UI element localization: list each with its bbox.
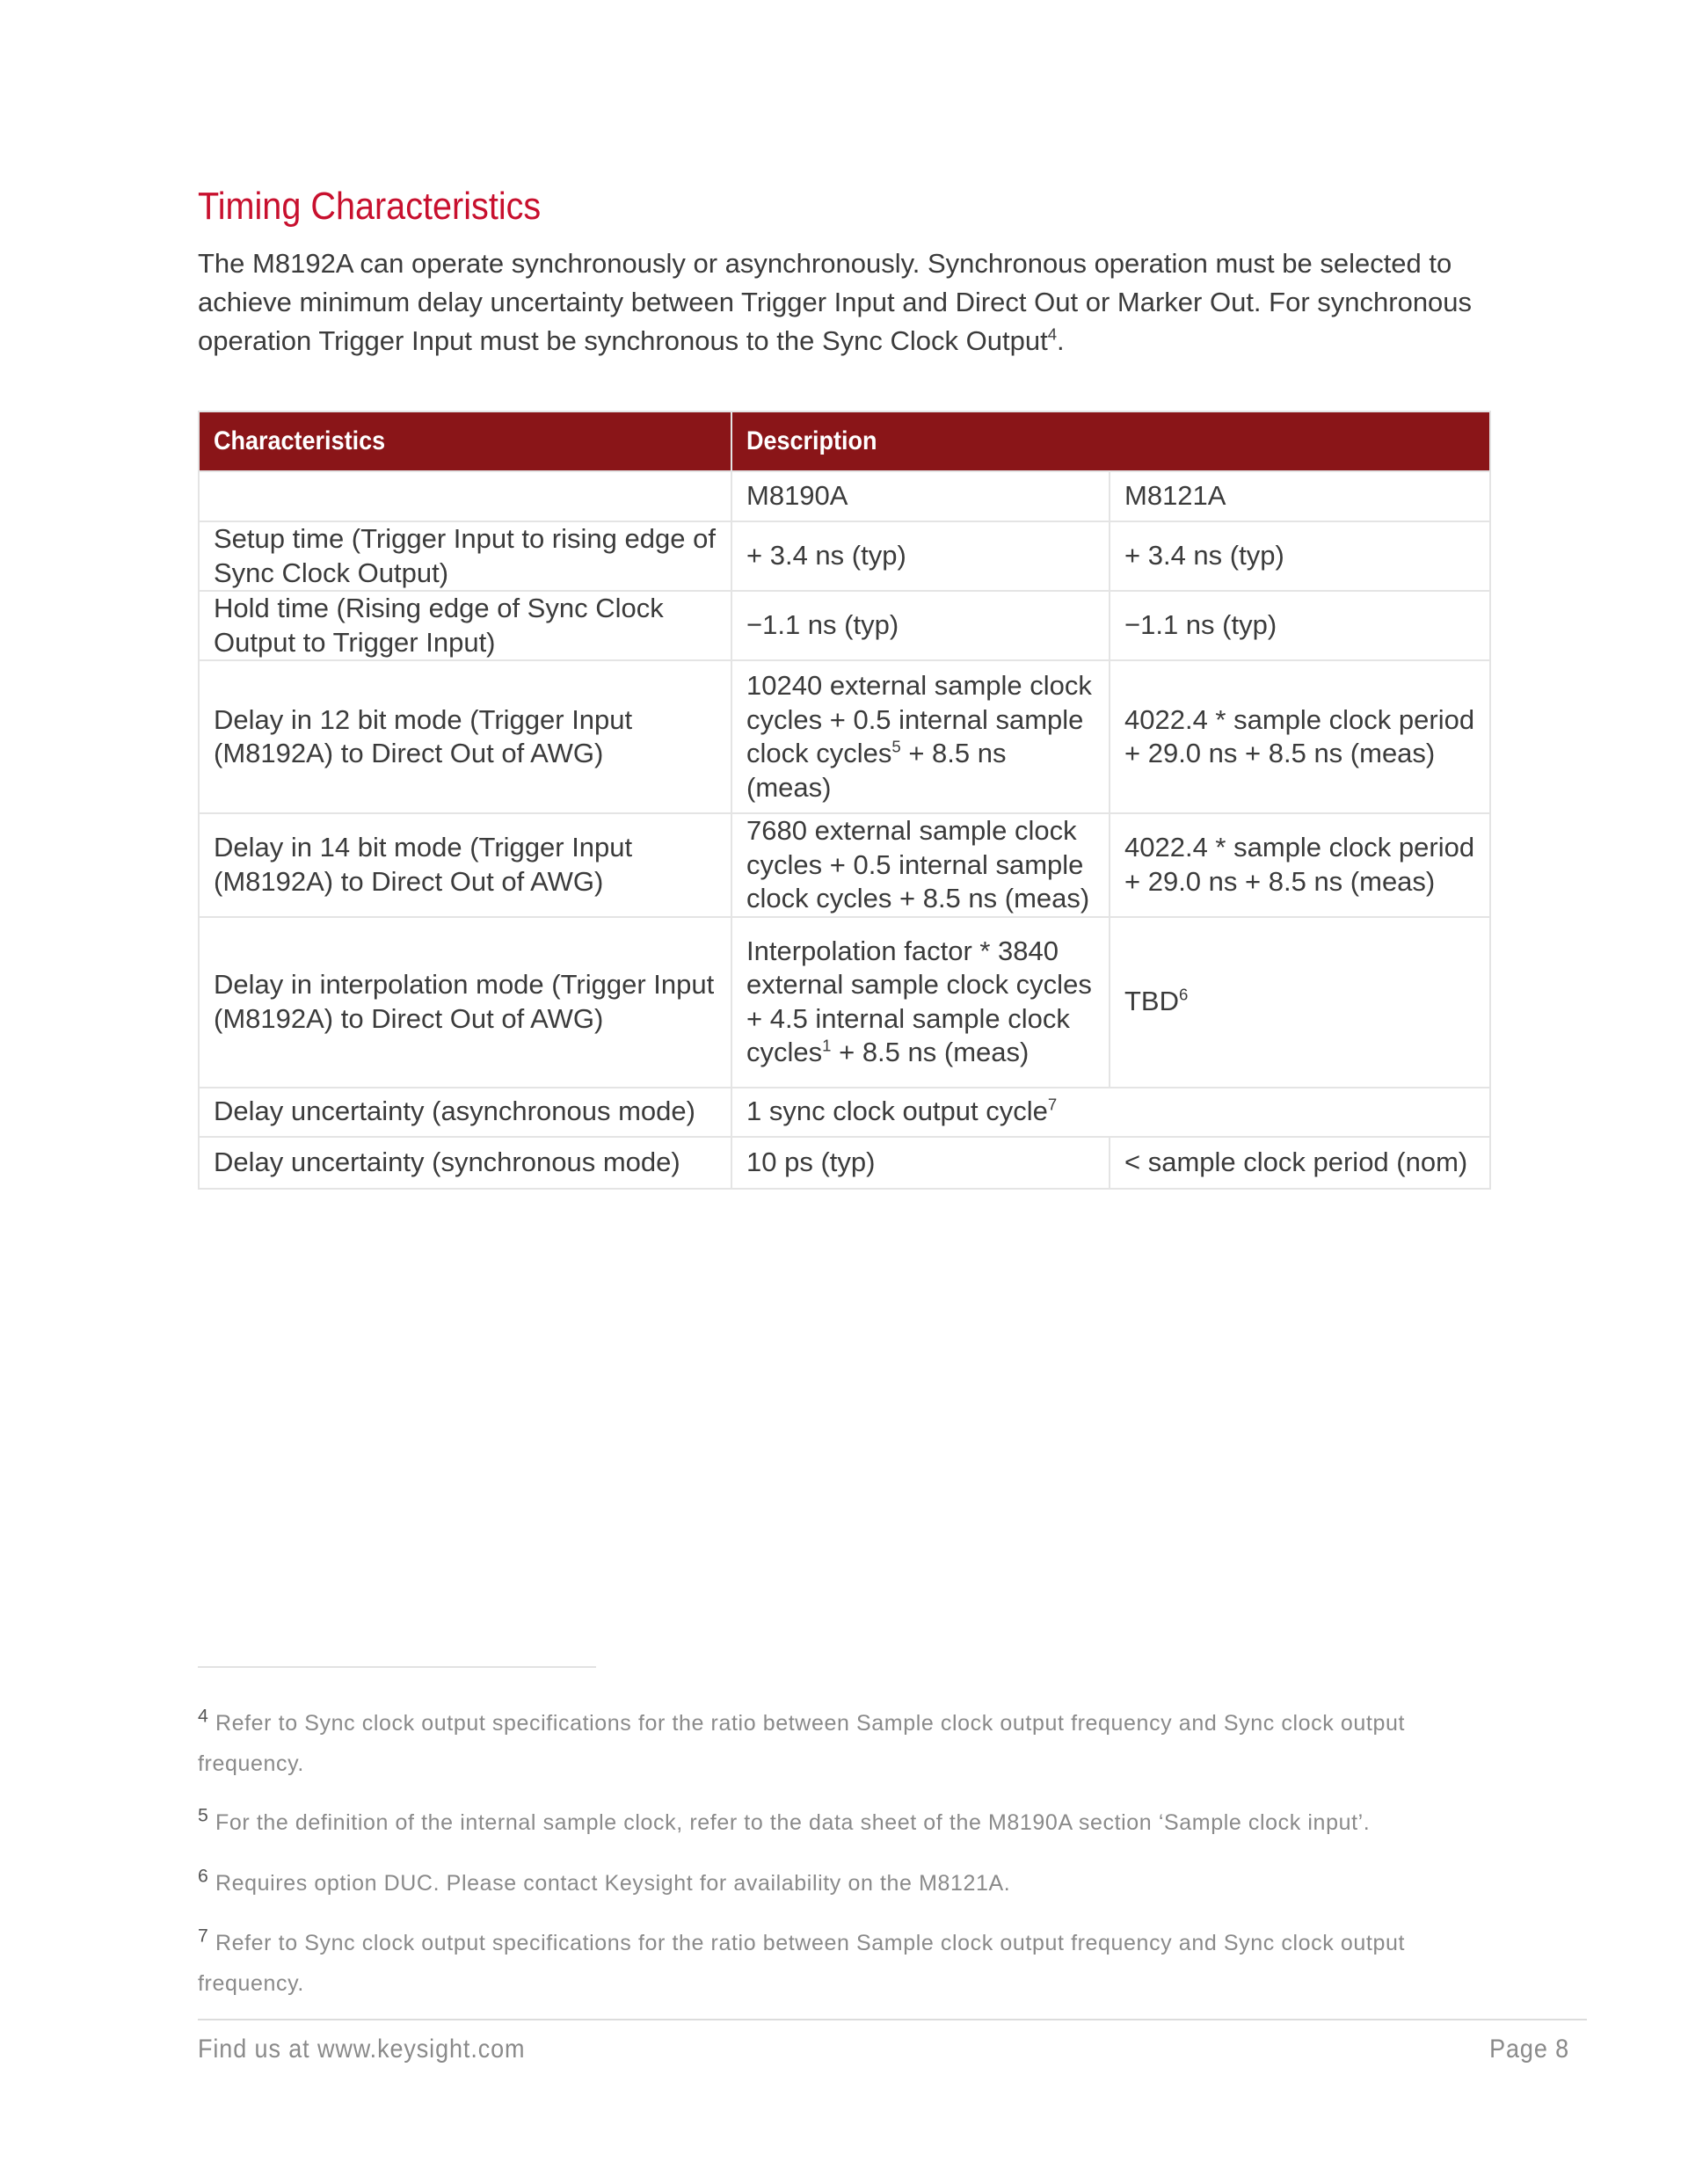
intro-paragraph [198,244,1499,360]
row-label: Delay in 12 bit mode (Trigger Input (M8192A) to Direct Out of AWG) [199,660,731,813]
subheader-empty-cell [199,471,731,521]
row-m8121a-value: < sample clock period (nom) [1110,1137,1490,1189]
row-m8190a-value: −1.1 ns (typ) [731,591,1110,660]
row-combined-value: 1 sync clock output cycle$^7$ [731,1088,1490,1137]
timing-characteristics-table [198,411,1491,1190]
row-label: Delay in interpolation mode (Trigger Input (M8192A) to Direct Out of AWG) [199,917,731,1088]
row-m8190a-value: + 3.4 ns (typ) [731,521,1110,591]
page-number: Page 8 [1489,2035,1569,2064]
table-row [199,813,1490,917]
row-m8121a-value: 4022.4 * sample clock period + 29.0 ns + 8.5 ns (meas) [1110,660,1490,813]
footnote-4: $^4$ Refer to Sync clock output specifications for the ratio between Sample clock output frequency and Sync clock output frequency. [198,1705,1406,1776]
row-m8121a-value: 4022.4 * sample clock period + 29.0 ns + 8.5 ns (meas) [1110,813,1490,917]
footnote-divider [198,1666,596,1668]
table-subheader-row [199,471,1490,521]
footnote-ref[interactable]: 6 [1179,985,1189,1004]
row-label: Delay in 14 bit mode (Trigger Input (M8192A) to Direct Out of AWG) [199,813,731,917]
row-label: Delay uncertainty (synchronous mode) [199,1137,731,1189]
intro-text: The M8192A can operate synchronously or asynchronously. Synchronous operation must be selected to achieve minimum delay uncertainty between Trigger Input and Direct Out or Marker Out. For synchronous operation Trigger Input must be synchronous to the Sync Clock Output [198,248,1473,356]
footnote-ref[interactable]: 1 [822,1036,832,1055]
row-label: Hold time (Rising edge of Sync Clock Output to Trigger Input) [199,591,731,660]
row-label: Setup time (Trigger Input to rising edge of Sync Clock Output) [199,521,731,591]
row-m8121a-value: TBD$^6$ [1110,917,1490,1088]
footer-website-link[interactable]: Find us at www.keysight.com [198,2035,526,2064]
footnote-6: $^6$ Requires option DUC. Please contact Keysight for availability on the M8121A. [198,1865,1011,1896]
header-description: Description [731,411,1490,471]
table-row [199,591,1490,660]
table-row [199,660,1490,813]
intro-footnote-ref[interactable]: 4 [1047,324,1058,344]
footnote-number: 6 [198,1865,209,1887]
subheader-m8190a: M8190A [731,471,1110,521]
footnote-ref[interactable]: 5 [891,737,901,756]
footnote-number: 7 [198,1925,209,1947]
footnote-number: 5 [198,1804,209,1826]
table-row [199,1088,1490,1137]
header-characteristics: Characteristics [199,411,731,471]
table-row [199,1137,1490,1189]
footnote-number: 4 [198,1705,209,1727]
row-label: Delay uncertainty (asynchronous mode) [199,1088,731,1137]
row-m8190a-value: 10 ps (typ) [731,1137,1110,1189]
row-m8121a-value: + 3.4 ns (typ) [1110,521,1490,591]
footnote-ref[interactable]: 7 [1047,1095,1058,1114]
footnote-7: $^7$ Refer to Sync clock output specifications for the ratio between Sample clock output frequency and Sync clock output frequency. [198,1925,1406,1996]
row-m8190a-value: 10240 external sample clock cycles + 0.5 internal sample clock cycles$^5$ + 8.5 ns (meas) [731,660,1110,813]
page-footer-divider [198,2019,1587,2020]
table-row [199,521,1490,591]
intro-end: . [1057,325,1065,356]
row-m8190a-value: Interpolation factor * 3840 external sample clock cycles + 4.5 internal sample clock cycles$^1$ + 8.5 ns (meas) [731,917,1110,1088]
footnote-5: $^5$ For the definition of the internal sample clock, refer to the data sheet of the M8190A section ‘Sample clock input’. [198,1804,1371,1835]
table-row [199,917,1490,1088]
row-m8121a-value: −1.1 ns (typ) [1110,591,1490,660]
section-title: Timing Characteristics [198,185,542,228]
row-m8190a-value: 7680 external sample clock cycles + 0.5 internal sample clock cycles + 8.5 ns (meas) [731,813,1110,917]
subheader-m8121a: M8121A [1110,471,1490,521]
table-header-row [199,411,1490,471]
